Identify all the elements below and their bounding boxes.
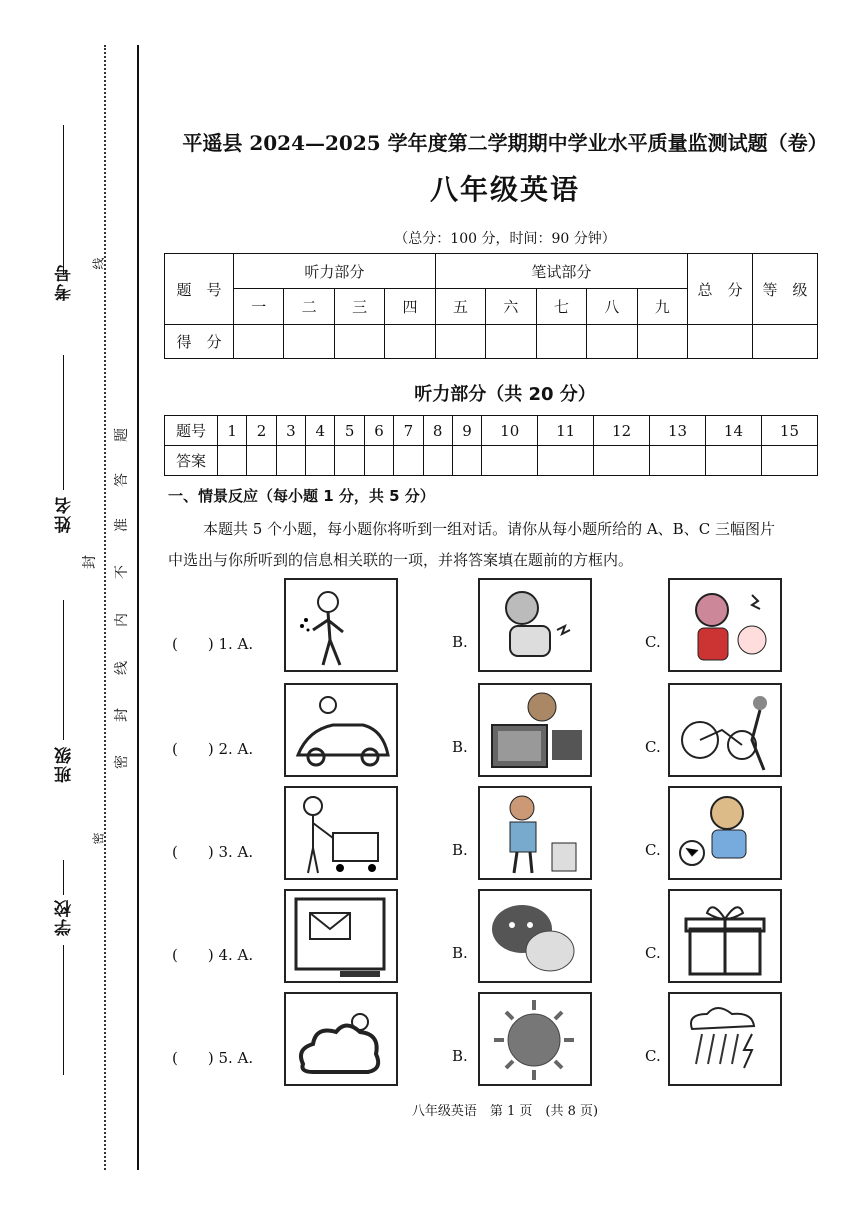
score-cell[interactable] [334,325,384,359]
seal-char: 答 [114,473,130,487]
question-number: 6 [364,416,393,446]
subject-title: 八年级英语 [429,173,580,206]
listening-heading: 听力部分（共 20 分） [414,384,596,405]
recycling-boy-icon[interactable] [478,786,592,880]
answer-table [164,415,818,476]
option-b-label: B. [452,944,468,962]
answer-cell[interactable] [306,446,335,476]
answer-cell[interactable] [364,446,393,476]
question-number: 14 [705,416,761,446]
question-label: ( ) 5. A. [172,1049,254,1067]
score-cell[interactable] [688,325,753,359]
tihao-label: 题号 [165,416,218,446]
bike-repair-icon[interactable] [668,683,782,777]
sunny-icon[interactable] [478,992,592,1086]
shopping-cart-icon[interactable] [284,786,398,880]
question-label: ( ) 1. A. [172,635,254,653]
question-number: 12 [594,416,650,446]
daan-label: 答案 [165,446,218,476]
question-number: 2 [247,416,276,446]
seal-char: 内 [114,613,130,627]
seal-char: 密 [114,755,130,769]
option-c-label: C. [645,1047,661,1065]
kaohao-line [63,125,64,275]
xingming-line [63,355,64,490]
col-header: 二 [284,289,334,325]
answer-cell[interactable] [247,446,276,476]
option-b-label: B. [452,633,468,651]
storm-icon[interactable] [668,992,782,1086]
option-c-label: C. [645,633,661,651]
xingming-label: 姓名 [55,495,75,533]
question-number: 5 [335,416,364,446]
score-cell[interactable] [385,325,435,359]
mi-mark: 密 [91,832,106,845]
sneezing-man-icon[interactable] [284,578,398,672]
question-number: 1 [218,416,247,446]
seal-char: 封 [114,708,130,722]
score-cell[interactable] [753,325,818,359]
col-header: 六 [486,289,536,325]
score-cell[interactable] [284,325,334,359]
question-number: 10 [482,416,538,446]
answer-cell[interactable] [394,446,423,476]
score-cell[interactable] [637,325,688,359]
col-header: 五 [435,289,485,325]
answer-cell[interactable] [761,446,817,476]
option-c-label: C. [645,841,661,859]
xuexiao-line [63,945,64,1075]
question-label: ( ) 2. A. [172,740,254,758]
col-header: 三 [334,289,384,325]
exam-title: 平遥县 2024—2025 学年度第二学期期中学业水平质量监测试题（卷） [182,131,828,155]
answer-cell[interactable] [452,446,481,476]
banji-label: 班级 [55,745,75,783]
writing-header: 笔试部分 [435,254,687,289]
listening-header: 听力部分 [234,254,436,289]
xuexiao-label: 学校 [55,898,75,936]
option-c-label: C. [645,738,661,756]
col-header: 七 [536,289,586,325]
car-repair-icon[interactable] [284,683,398,777]
total-header: 总 分 [688,254,753,325]
question-number: 4 [306,416,335,446]
grade-header: 等 级 [753,254,818,325]
question-label: ( ) 3. A. [172,843,254,861]
score-cell[interactable] [587,325,637,359]
answer-cell[interactable] [538,446,594,476]
score-cell[interactable] [486,325,536,359]
seal-char: 准 [114,518,130,532]
score-cell[interactable] [435,325,485,359]
question-number: 8 [423,416,452,446]
question-label: ( ) 4. A. [172,946,254,964]
tihao-cell: 题 号 [165,254,234,325]
question-number: 13 [650,416,706,446]
dotted-binding-line [104,45,106,1170]
col-header: 九 [637,289,688,325]
gift-box-icon[interactable] [668,889,782,983]
banji-line [63,600,64,740]
answer-cell[interactable] [423,446,452,476]
question-number: 9 [452,416,481,446]
col-header: 四 [385,289,435,325]
option-b-label: B. [452,1047,468,1065]
xian-mark: 线 [91,257,106,270]
section1-heading: 一、情景反应（每小题 1 分，共 5 分） [168,487,435,505]
question-number: 11 [538,416,594,446]
score-info: （总分：100 分，时间：90 分钟） [394,231,616,247]
cloudy-icon[interactable] [284,992,398,1086]
email-icon[interactable] [284,889,398,983]
score-table [164,253,818,359]
stomachache-boy-icon[interactable] [668,578,782,672]
score-cell[interactable] [536,325,586,359]
answer-cell[interactable] [594,446,650,476]
answer-cell[interactable] [335,446,364,476]
instruction-line1: 本题共 5 个小题，每小题你将听到一组对话。请你从每小题所给的 A、B、C 三幅图片 [203,520,775,538]
question-number: 3 [276,416,305,446]
option-c-label: C. [645,944,661,962]
answer-cell[interactable] [482,446,538,476]
option-b-label: B. [452,841,468,859]
score-cell[interactable] [234,325,284,359]
wechat-icon[interactable] [478,889,592,983]
question-number: 7 [394,416,423,446]
answer-cell[interactable] [276,446,305,476]
binding-line [137,45,139,1170]
answer-cell[interactable] [705,446,761,476]
col-header: 八 [587,289,637,325]
col-header: 一 [234,289,284,325]
answer-cell[interactable] [650,446,706,476]
answer-cell[interactable] [218,446,247,476]
backache-man-icon[interactable] [478,578,592,672]
tv-repair-icon[interactable] [478,683,592,777]
kaohao-label: 考号 [55,263,75,301]
football-boy-icon[interactable] [668,786,782,880]
question-number: 15 [761,416,817,446]
seal-char-left: 封 [82,555,98,569]
instruction-line2: 中选出与你所听到的信息相关联的一项，并将答案填在题前的方框内。 [168,551,634,569]
page-footer: 八年级英语 第 1 页 (共 8 页) [411,1104,599,1119]
seal-char: 不 [114,565,130,579]
defen-cell: 得 分 [165,325,234,359]
option-b-label: B. [452,738,468,756]
seal-char: 线 [114,661,130,675]
seal-char: 题 [114,428,130,442]
xuexiao-line-top [63,860,64,895]
